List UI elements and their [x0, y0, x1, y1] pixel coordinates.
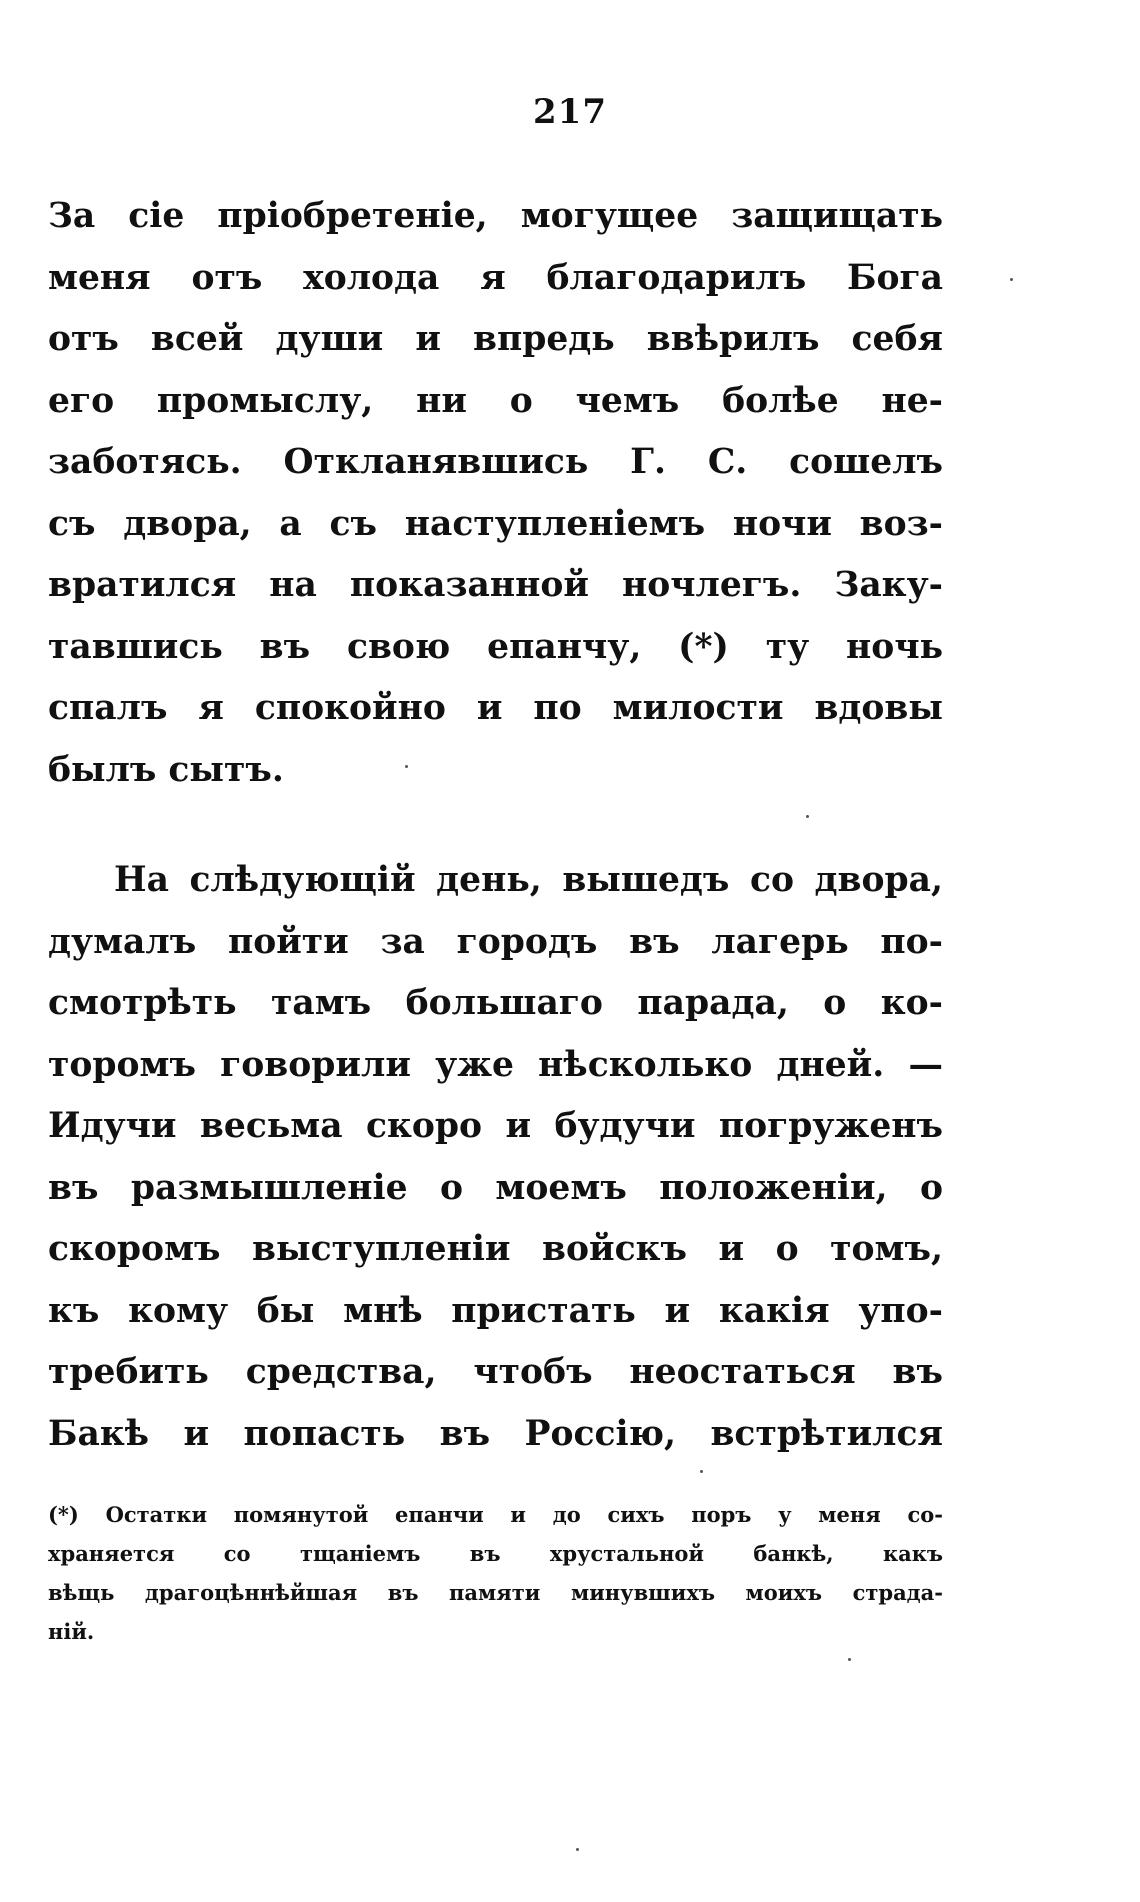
paragraph-2: [48, 850, 943, 1465]
text-line: скоромъ выступленіи войскъ и о томъ,: [48, 1229, 943, 1269]
page-number: 217: [533, 92, 607, 132]
paragraph-1: [48, 186, 943, 801]
footnote-line: вѣщь драгоцѣннѣйшая въ памяти минувшихъ моихъ страда-: [48, 1580, 943, 1605]
text-line: Идучи весьма скоро и будучи погруженъ: [48, 1106, 943, 1146]
text-line: спалъ я спокойно и по милости вдовы: [48, 688, 943, 728]
text-line: На слѣдующій день, вышедъ со двора,: [114, 860, 943, 900]
print-speck: [1010, 278, 1013, 281]
text-line: требить средства, чтобъ неостаться въ: [48, 1352, 943, 1392]
print-speck: [700, 1470, 703, 1473]
print-speck: [806, 815, 809, 818]
text-line: отъ всей души и впредь ввѣрилъ себя: [48, 319, 943, 359]
text-line: Бакѣ и попасть въ Россію, встрѣтился: [48, 1413, 943, 1454]
text-line: въ размышленіе о моемъ положеніи, о: [48, 1167, 943, 1208]
text-line: къ кому бы мнѣ пристать и какія упо-: [48, 1290, 943, 1331]
footnote-line: (*) Остатки помянутой епанчи и до сихъ поръ у меня со-: [48, 1502, 943, 1527]
footnote: [48, 1495, 943, 1651]
print-speck: [405, 765, 408, 768]
text-line: вратился на показанной ночлегъ. Заку-: [48, 565, 943, 605]
text-line: былъ сытъ.: [48, 749, 284, 790]
text-line: съ двора, а съ наступленіемъ ночи воз-: [48, 503, 943, 544]
footnote-line: ній.: [48, 1619, 95, 1644]
text-line: смотрѣть тамъ большаго парада, о ко-: [48, 983, 943, 1023]
text-line: За сіе пріобретеніе, могущее защищать: [48, 196, 943, 236]
print-speck: [848, 1658, 851, 1661]
text-line: заботясь. Откланявшись Г. С. сошелъ: [48, 442, 943, 482]
text-line: торомъ говорили уже нѣсколько дней. —: [48, 1044, 943, 1085]
text-line: меня отъ холода я благодарилъ Бога: [48, 257, 943, 298]
text-line: думалъ пойти за городъ въ лагерь по-: [48, 921, 943, 962]
text-line: его промыслу, ни о чемъ болѣе не-: [48, 380, 943, 421]
print-speck: [576, 1848, 579, 1851]
text-line: тавшись въ свою епанчу, (*) ту ночь: [48, 626, 943, 667]
footnote-line: храняется со тщаніемъ въ хрустальной банкѣ, какъ: [48, 1541, 943, 1566]
